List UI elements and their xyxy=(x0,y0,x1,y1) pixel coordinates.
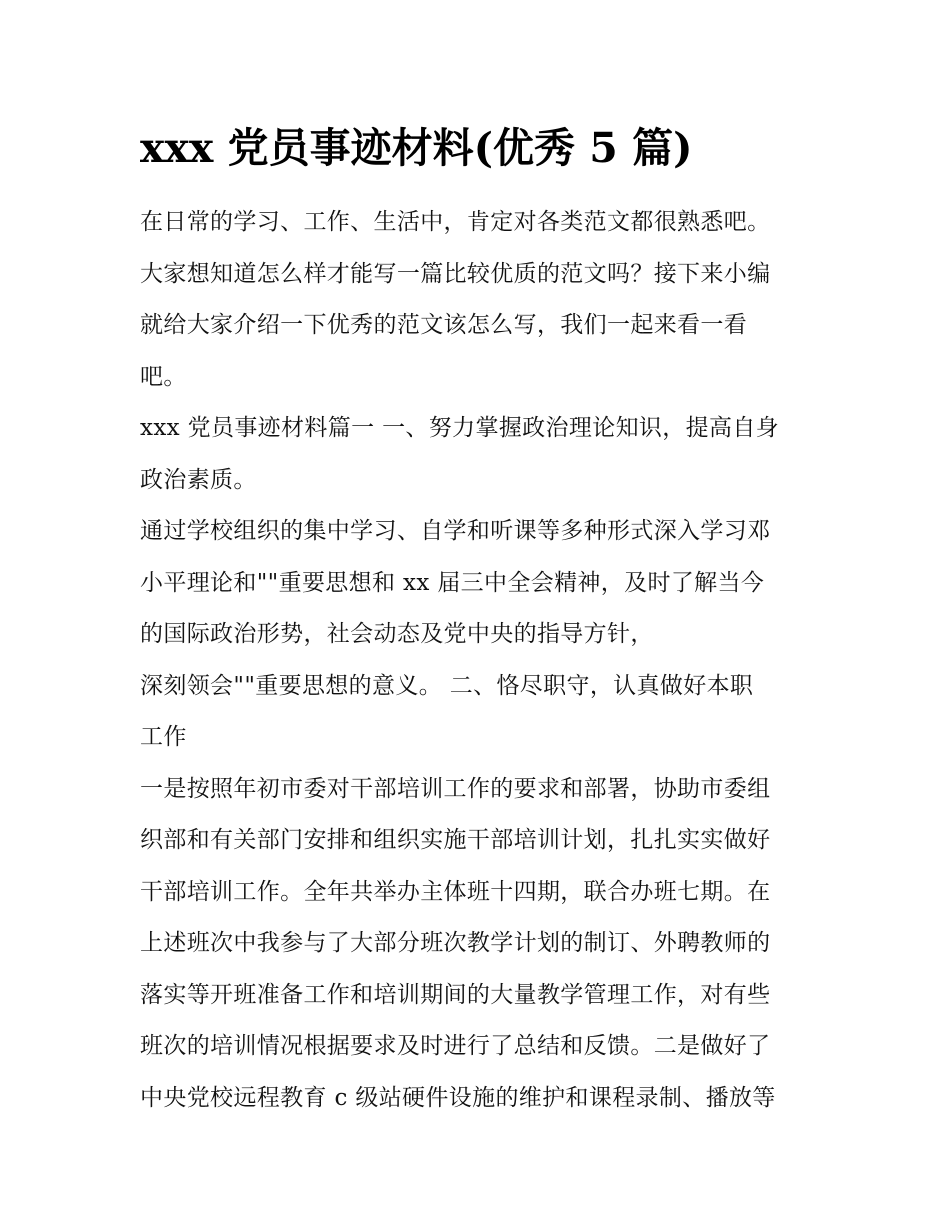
text-line: 通过学校组织的集中学习、自学和听课等多种形式深入学习邓 xyxy=(140,518,771,544)
text-line: 织部和有关部门安排和组织实施干部培训计划，扎扎实实做好 xyxy=(140,827,771,853)
text-line: 落实等开班准备工作和培训期间的大量教学管理工作，对有些 xyxy=(140,981,771,1008)
text-line: 一是按照年初市委对干部培训工作的要求和部署，协助市委组 xyxy=(140,775,771,802)
text-line: 班次的培训情况根据要求及时进行了总结和反馈。二是做好了 xyxy=(140,1033,771,1059)
text-line: 政治素质。 xyxy=(140,466,257,493)
text-line: 就给大家介绍一下优秀的范文该怎么写，我们一起来看一看 xyxy=(140,312,748,338)
text-line: 小平理论和""重要思想和 xx 届三中全会精神，及时了解当今 xyxy=(140,569,765,596)
text-line: 上述班次中我参与了大部分班次教学计划的制订、外聘教师的 xyxy=(140,930,771,956)
text-line: 中央党校远程教育 c 级站硬件设施的维护和课程录制、播放等 xyxy=(140,1084,776,1111)
document-body xyxy=(140,197,830,1124)
text-line: 吧。 xyxy=(140,363,187,390)
text-line: 大家想知道怎么样才能写一篇比较优质的范文吗？接下来小编 xyxy=(140,260,771,287)
text-line: 深刻领会""重要思想的意义。 二、恪尽职守，认真做好本职 xyxy=(140,672,754,699)
text-line: xxx 党员事迹材料篇一 一、努力掌握政治理论知识，提高自身 xyxy=(140,415,780,441)
document-title: xxx 党员事迹材料(优秀 5 篇) xyxy=(140,124,693,172)
text-line: 工作 xyxy=(140,724,187,750)
text-line: 的国际政治形势，社会动态及党中央的指导方针， xyxy=(140,621,654,647)
text-line: 干部培训工作。全年共举办主体班十四期，联合办班七期。在 xyxy=(140,878,771,905)
text-line: 在日常的学习、工作、生活中，肯定对各类范文都很熟悉吧。 xyxy=(140,209,771,235)
